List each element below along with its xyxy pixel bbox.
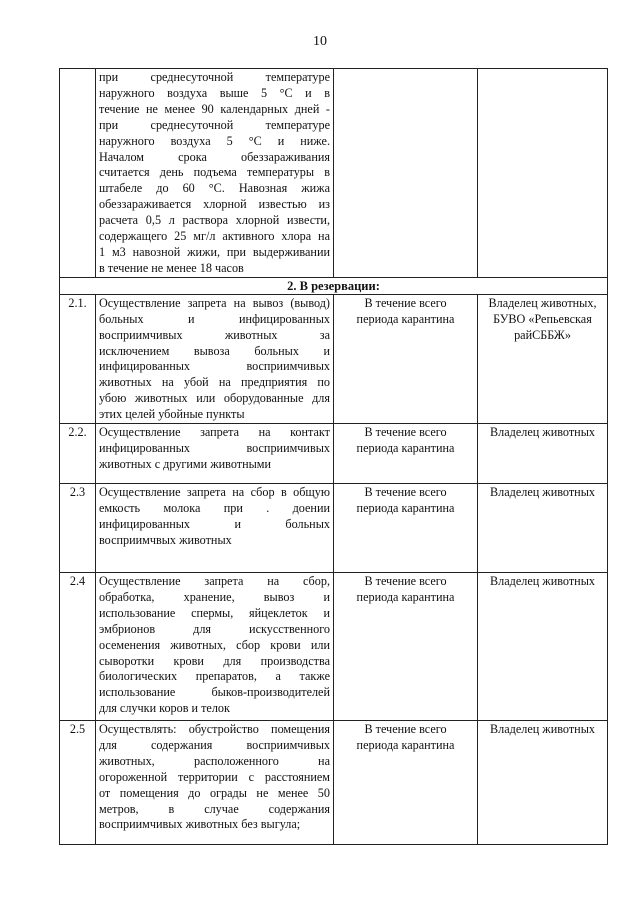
page-number: 10: [313, 34, 327, 49]
text-line: периода карантина: [356, 737, 455, 752]
text-line: Осуществление запрета на сбор в общую: [99, 485, 330, 500]
text-line: обеззараживается хлорной известью из: [99, 197, 330, 212]
text-line: Началом срока обеззараживания: [99, 149, 330, 164]
text-line: периода карантина: [356, 311, 455, 326]
text-line: Владелец животных: [490, 722, 595, 737]
text-line: Владелец животных: [490, 485, 595, 500]
text-line: Владелец животных,: [488, 295, 597, 310]
table-row: [60, 484, 608, 573]
text-line: эмбрионов для искусственного: [99, 621, 330, 636]
measure-cell: [96, 294, 334, 423]
section-title: 2. В резервации:: [60, 277, 608, 294]
text-line: огороженной территории с расстоянием: [99, 769, 330, 784]
text-line: в течение не менее 18 часов: [99, 260, 244, 275]
term-cell: [334, 69, 478, 278]
text-line: животных с другими животными: [99, 456, 272, 471]
text-line: периода карантина: [356, 500, 455, 515]
responsible-cell: [478, 484, 608, 573]
text-line: В течение всего: [364, 295, 447, 310]
text-line: Владелец животных: [490, 425, 595, 440]
term-cell: [334, 573, 478, 721]
measure-cell: [96, 721, 334, 845]
text-line: Владелец животных: [490, 574, 595, 589]
text-line: исключением вывоза больных и: [99, 343, 330, 358]
text-line: наружного воздуха 5 °С и ниже.: [99, 133, 330, 148]
table-row: [60, 424, 608, 484]
text-line: считается день подъема температуры в: [99, 165, 330, 180]
text-line: убою животных или оборудованные для: [99, 391, 330, 406]
text-line: Осуществлять: обустройство помещения: [99, 722, 330, 737]
text-line: восприимчивых животных без выгула;: [99, 817, 301, 832]
row-number: 2.5: [60, 721, 96, 845]
text-line: В течение всего: [364, 574, 447, 589]
text-line: при среднесуточной температуре: [99, 70, 330, 84]
text-line: инфицированных и больных: [99, 516, 330, 531]
text-line: расчета 0,5 л раствора хлорной извести,: [99, 213, 330, 228]
row-number-cell: [60, 69, 96, 278]
text-line: штабеле до 60 °С. Навозная жижа: [99, 181, 330, 196]
text-line: В течение всего: [364, 485, 447, 500]
row-number: 2.2.: [60, 424, 96, 484]
term-cell: [334, 294, 478, 423]
text-line: от помещения до ограды не менее 50: [99, 785, 330, 800]
table-row-continuation: [60, 69, 608, 278]
table-row: [60, 721, 608, 845]
text-line: осеменения животных, сбор крови или: [99, 637, 330, 652]
text-line: биологических препаратов, а также: [99, 669, 330, 684]
row-number: 2.4: [60, 573, 96, 721]
text-line: инфицированных восприимчивых: [99, 359, 330, 374]
text-line: восприимчвых животных: [99, 532, 232, 547]
measure-cell: [96, 69, 334, 278]
text-line: наружного воздуха выше 5 °С и в: [99, 85, 330, 100]
measure-cell: [96, 484, 334, 573]
text-line: использование спермы, яйцеклеток и: [99, 605, 330, 620]
responsible-cell: [478, 294, 608, 423]
table-row: [60, 294, 608, 423]
text-line: для содержания восприимчивых: [99, 737, 330, 752]
table-row: [60, 573, 608, 721]
text-line: обработка, хранение, вывоз и: [99, 589, 330, 604]
text-line: инфицированных восприимчивых: [99, 440, 330, 455]
row-number: 2.3: [60, 484, 96, 573]
responsible-cell: [478, 721, 608, 845]
measure-cell: [96, 424, 334, 484]
text-line: больных и инфицированных: [99, 311, 330, 326]
row-number: 2.1.: [60, 294, 96, 423]
text-line: сыворотки крови для производства: [99, 653, 330, 668]
term-cell: [334, 721, 478, 845]
text-line: периода карантина: [356, 440, 455, 455]
text-line: В течение всего: [364, 722, 447, 737]
table-body: [60, 69, 608, 845]
text-line: райСББЖ»: [514, 327, 571, 342]
text-line: В течение всего: [364, 425, 447, 440]
term-cell: [334, 424, 478, 484]
text-line: содержащего 25 мг/л активного хлора на: [99, 229, 330, 244]
text-line: течение не менее 90 календарных дней -: [99, 101, 330, 116]
text-line: емкость молока при . доении: [99, 500, 330, 515]
responsible-cell: [478, 424, 608, 484]
quarantine-measures-table: [59, 68, 608, 845]
text-line: Осуществление запрета на контакт: [99, 425, 330, 440]
text-line: БУВО «Репьевская: [493, 311, 592, 326]
text-line: периода карантина: [356, 589, 455, 604]
measure-cell: [96, 573, 334, 721]
text-line: животных на убой на предприятия по: [99, 375, 330, 390]
responsible-cell: [478, 69, 608, 278]
term-cell: [334, 484, 478, 573]
text-line: Осуществление запрета на сбор,: [99, 574, 330, 589]
text-line: при среднесуточной температуре: [99, 117, 330, 132]
text-line: 1 м3 навозной жижи, при выдерживании: [99, 244, 330, 259]
section-header-row: [60, 277, 608, 294]
text-line: восприимчивых животных за: [99, 327, 330, 342]
text-line: Осуществление запрета на вывоз (вывод): [99, 295, 330, 310]
text-line: этих целей убойные пункты: [99, 407, 245, 422]
text-line: метров, в случае содержания: [99, 801, 330, 816]
responsible-cell: [478, 573, 608, 721]
text-line: для случки коров и телок: [99, 701, 230, 716]
text-line: животных, расположенного на: [99, 753, 330, 768]
text-line: использование быков-производителей: [99, 685, 330, 700]
